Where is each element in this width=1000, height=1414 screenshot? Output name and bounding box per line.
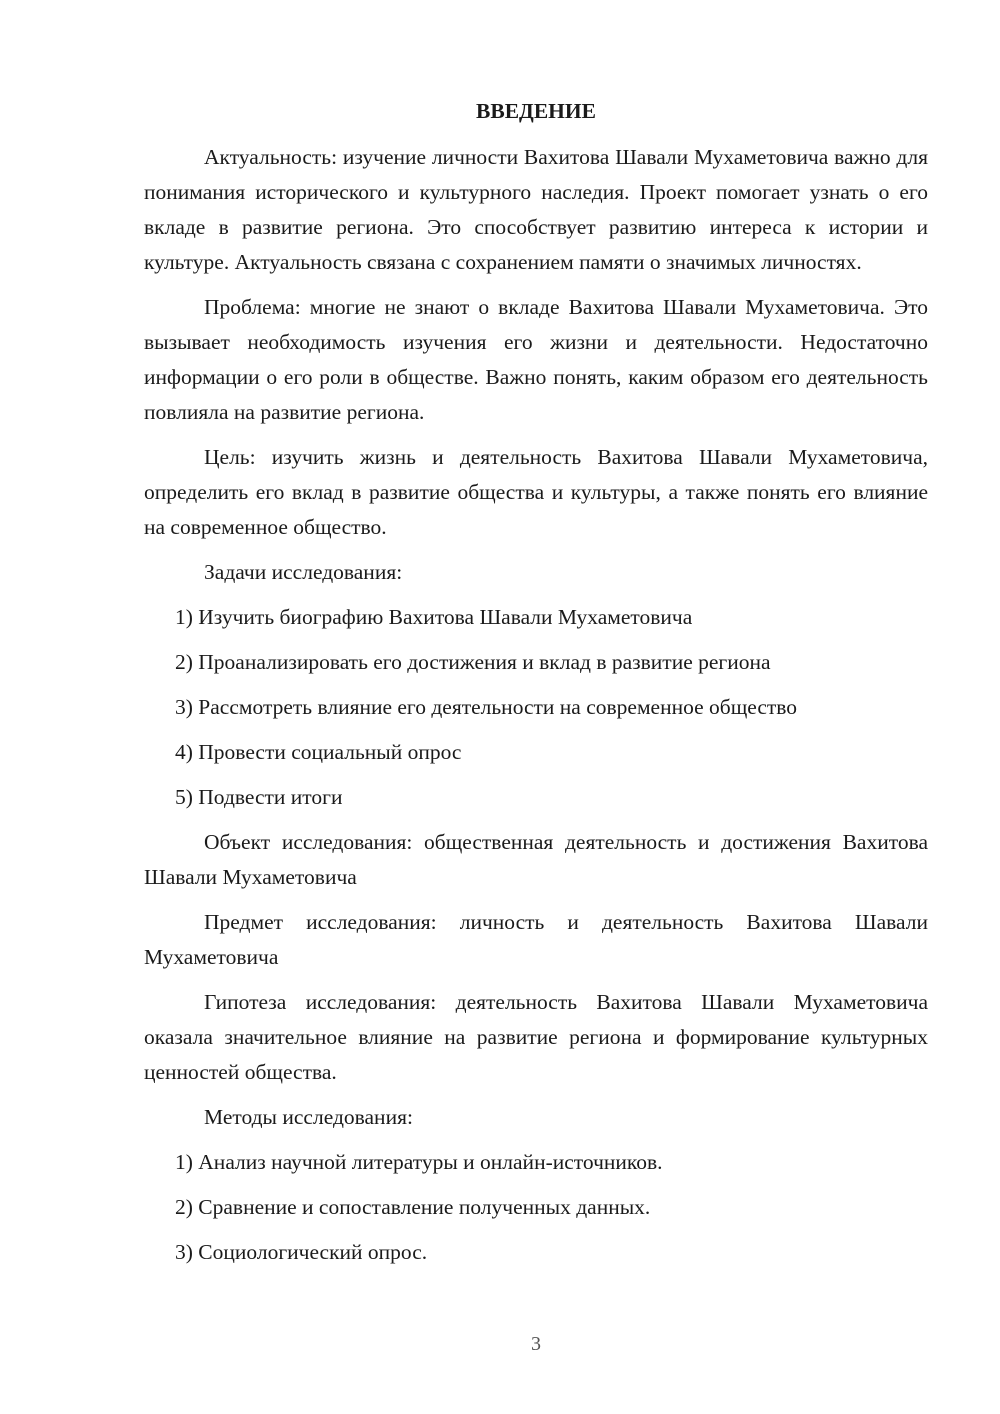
method-item: 1) Анализ научной литературы и онлайн-источников. bbox=[175, 1150, 663, 1174]
method-item: 2) Сравнение и сопоставление полученных данных. bbox=[175, 1195, 651, 1219]
relevance-paragraph: Актуальность: изучение личности Вахитова Шавали Мухаметовича важно для понимания исторического и культурного наследия. Проект помогает узнать о его вкладе в развитие региона. Это способствует развитию интереса к истории и культуре. Актуальность связана с сохранением памяти о значимых личностях. bbox=[144, 145, 928, 274]
problem-paragraph: Проблема: многие не знают о вкладе Вахитова Шавали Мухаметовича. Это вызывает необходимость изучения его жизни и деятельности. Недостаточно информации о его роли в обществе. Важно понять, каким образом его деятельность повлияла на развитие региона. bbox=[144, 295, 928, 424]
task-item: 4) Провести социальный опрос bbox=[175, 740, 462, 764]
method-item: 3) Социологический опрос. bbox=[175, 1240, 428, 1264]
goal-paragraph: Цель: изучить жизнь и деятельность Вахитова Шавали Мухаметовича, определить его вклад в развитие общества и культуры, а также понять его влияние на современное общество. bbox=[144, 445, 928, 539]
subject-paragraph: Предмет исследования: личность и деятельность Вахитова Шавали Мухаметовича bbox=[144, 910, 928, 969]
object-paragraph: Объект исследования: общественная деятельность и достижения Вахитова Шавали Мухаметовича bbox=[144, 830, 928, 889]
document-page bbox=[144, 96, 928, 1280]
task-item: 1) Изучить биографию Вахитова Шавали Мухаметовича bbox=[175, 605, 693, 629]
page-title: ВВЕДЕНИЕ bbox=[476, 99, 596, 123]
hypothesis-paragraph: Гипотеза исследования: деятельность Вахитова Шавали Мухаметовича оказала значительное влияние на развитие региона и формирование культурных ценностей общества. bbox=[144, 990, 928, 1084]
task-item: 5) Подвести итоги bbox=[175, 785, 343, 809]
task-item: 3) Рассмотреть влияние его деятельности на современное общество bbox=[175, 695, 798, 719]
task-item: 2) Проанализировать его достижения и вклад в развитие региона bbox=[175, 650, 771, 674]
tasks-heading: Задачи исследования: bbox=[204, 560, 403, 584]
methods-heading: Методы исследования: bbox=[204, 1105, 413, 1129]
page-number: 3 bbox=[531, 1333, 541, 1355]
